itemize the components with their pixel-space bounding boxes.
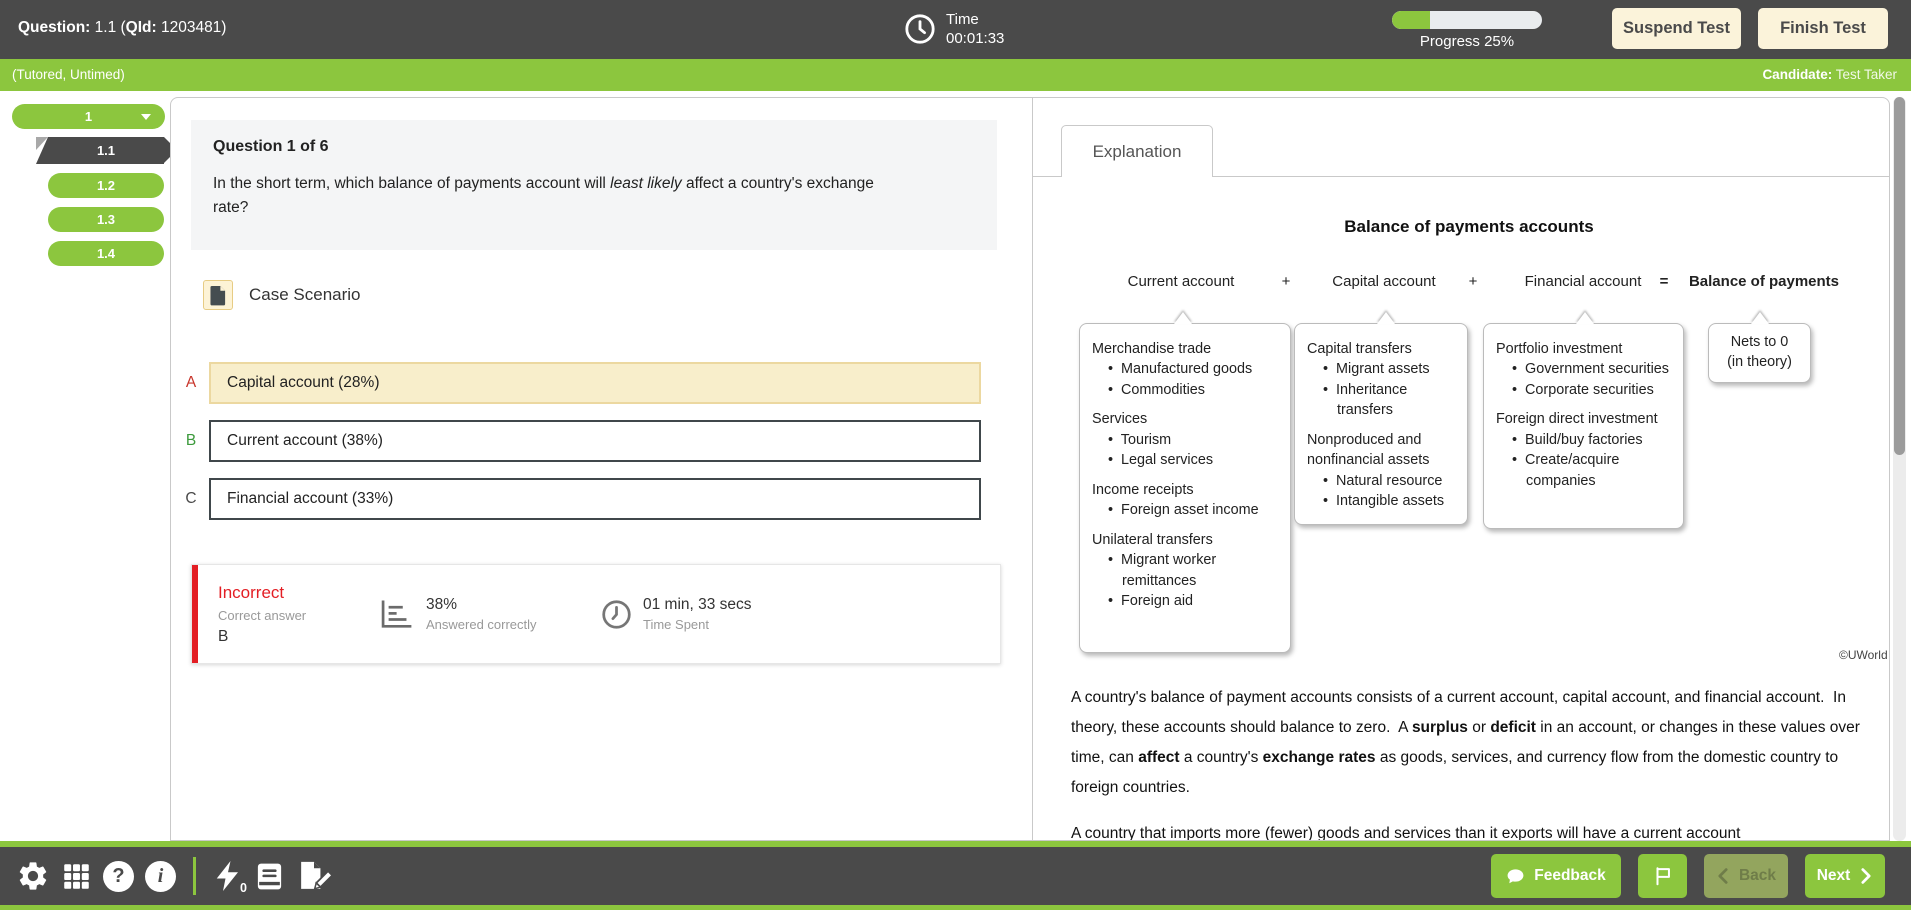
case-scenario-link[interactable] xyxy=(203,280,1032,310)
diagram-boxes xyxy=(1073,323,1865,663)
chevron-down-icon xyxy=(141,114,151,120)
progress-bar xyxy=(1392,11,1542,29)
question-nav-item[interactable]: 1.3 xyxy=(48,207,164,232)
next-button[interactable]: Next xyxy=(1805,854,1885,898)
feedback-button[interactable]: Feedback xyxy=(1491,854,1621,898)
answer-options xyxy=(171,362,1032,520)
question-nav-item[interactable]: 1.4 xyxy=(48,241,164,266)
question-number: Question 1 of 6 xyxy=(213,138,329,155)
callout-pointer xyxy=(1576,312,1594,324)
notebook-button[interactable] xyxy=(296,859,332,893)
callout-pointer xyxy=(1174,312,1192,324)
answer-option-a[interactable]: A Capital account (28%) xyxy=(171,362,1032,404)
flag-icon xyxy=(1652,865,1674,887)
content-area xyxy=(0,91,1911,841)
info-icon: i xyxy=(145,861,176,892)
flashcard-count-badge: 0 xyxy=(240,881,247,895)
result-card xyxy=(191,564,1001,664)
lightning-icon xyxy=(213,859,243,893)
explanation-text xyxy=(1071,683,1869,840)
stat-value: 38% xyxy=(426,596,458,613)
chevron-right-icon xyxy=(1859,868,1873,884)
status-bar xyxy=(0,59,1911,91)
chevron-left-icon xyxy=(1716,868,1730,884)
progress xyxy=(1392,11,1542,50)
question-text: In the short term, which balance of payments account will least likely affect a country's exchange rate? xyxy=(213,175,874,216)
document-icon xyxy=(203,280,233,310)
explanation-paragraph: A country that imports more (fewer) goods and services than it exports will have a current account xyxy=(1071,825,1741,840)
question-nav-item[interactable]: 1.2 xyxy=(48,173,164,198)
explanation-pane xyxy=(1032,98,1889,840)
financial-account-box: Portfolio investment • Government securities • Corporate securities Foreign direct investment • Build/buy factories • Create/acquire companies xyxy=(1483,323,1684,529)
answered-correctly-stat: 38% Answered correctly xyxy=(378,596,600,632)
grid-menu-button[interactable] xyxy=(61,861,92,892)
bop-diagram xyxy=(1073,216,1865,663)
callout-pointer xyxy=(1377,312,1395,324)
question-group-button[interactable]: 1 xyxy=(12,104,165,129)
case-scenario-label: Case Scenario xyxy=(249,285,361,304)
explanation-scrollbar[interactable] xyxy=(1893,97,1906,841)
question-header xyxy=(191,120,997,250)
bar-chart-icon xyxy=(378,598,414,630)
info-button[interactable] xyxy=(145,861,176,892)
scrollbar-thumb[interactable] xyxy=(1894,97,1905,455)
diagram-title: Balance of payments accounts xyxy=(1344,217,1594,236)
status-badge: Incorrect xyxy=(218,582,285,602)
callout-pointer xyxy=(1751,312,1769,324)
notes-button[interactable] xyxy=(254,861,285,892)
ribbon-fold-shade xyxy=(36,137,48,150)
top-bar xyxy=(0,0,1911,59)
question-icon: ? xyxy=(103,861,134,892)
footer-nav xyxy=(1491,854,1885,898)
current-account-box: Merchandise trade • Manufactured goods • Commodities Services • Tourism • Legal services Income receipts • Foreign asset income Unilateral transfers • Migrant worker remittances • Foreign aid xyxy=(1079,323,1291,653)
suspend-test-button[interactable]: Suspend Test xyxy=(1612,8,1741,49)
document-edit-icon xyxy=(296,859,332,893)
flashcards-button[interactable] xyxy=(213,859,247,895)
main-panel xyxy=(170,97,1890,841)
result-status: Incorrect Correct answer B xyxy=(218,583,378,646)
correct-answer-value: B xyxy=(218,627,229,645)
footer-tools xyxy=(16,847,332,905)
tab-explanation[interactable]: Explanation xyxy=(1061,125,1213,177)
explanation-paragraph: A country's balance of payment accounts consists of a current account, capital account, and financial account. In theory, these accounts should balance to zero. A surplus or deficit in an account, or changes in these values over time, can affect a country's exchange rates as goods, services, and currency flow from the domestic country to foreign countries. xyxy=(1071,689,1860,796)
diagram-equation: Current account + Capital account + Financial account = Balance of payments xyxy=(1127,273,1840,290)
answer-option-b[interactable]: B Current account (38%) xyxy=(171,420,1032,462)
bottom-bar xyxy=(0,847,1911,905)
progress-label: Progress 25% xyxy=(1419,33,1515,50)
help-button[interactable] xyxy=(103,861,134,892)
time-spent-value: 01 min, 33 secs xyxy=(643,596,752,613)
test-mode-label: (Tutored, Untimed) xyxy=(12,67,125,82)
footer-divider xyxy=(193,857,196,895)
finish-test-button[interactable]: Finish Test xyxy=(1758,8,1888,49)
footer-bottom-border xyxy=(0,905,1911,910)
balance-note-box: Nets to 0 (in theory) xyxy=(1708,323,1811,383)
speech-bubble-icon xyxy=(1506,867,1525,886)
question-nav-item-current[interactable]: 1.1 xyxy=(48,137,164,164)
back-button[interactable]: Back xyxy=(1704,854,1788,898)
question-id-label: Question: 1.1 (QId: 1203481) xyxy=(18,19,227,36)
settings-button[interactable] xyxy=(16,859,50,893)
time-label: Time xyxy=(946,11,979,28)
capital-account-box: Capital transfers • Migrant assets • Inheritance transfers Nonproduced and nonfinancial assets • Natural resource • Intangible assets xyxy=(1294,323,1468,525)
progress-bar-fill xyxy=(1392,11,1430,29)
copyright-credit: ©UWorld xyxy=(1839,648,1888,662)
book-icon xyxy=(254,861,285,892)
clock-icon xyxy=(903,12,937,46)
time-value: 00:01:33 xyxy=(946,30,1005,47)
grid-icon xyxy=(61,861,92,892)
answer-option-c[interactable]: C Financial account (33%) xyxy=(171,478,1032,520)
candidate-label: Candidate: Test Taker xyxy=(1762,67,1897,82)
flag-button[interactable] xyxy=(1638,854,1687,898)
question-pane xyxy=(171,98,1032,840)
timer xyxy=(903,10,1004,48)
time-spent-stat: 01 min, 33 secs Time Spent xyxy=(600,596,752,632)
gear-icon xyxy=(16,859,50,893)
clock-icon xyxy=(600,598,633,631)
